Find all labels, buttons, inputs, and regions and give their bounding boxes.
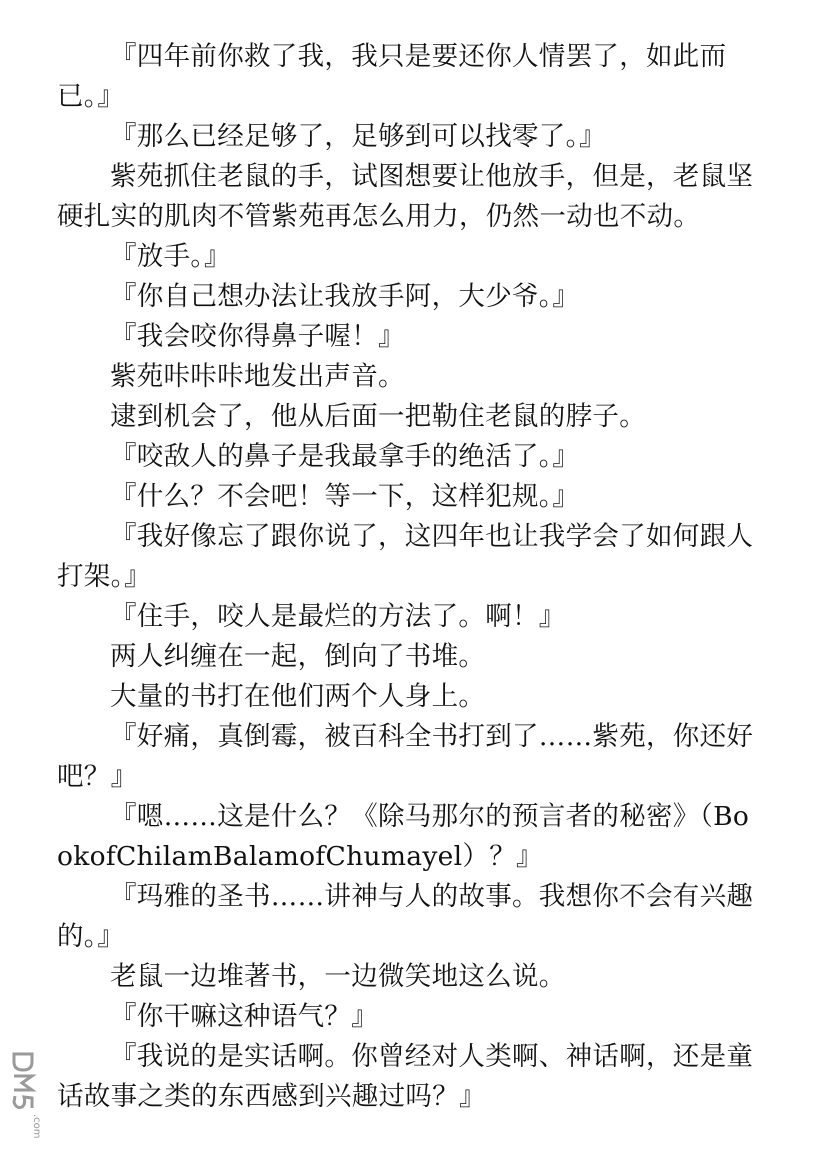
paragraph-8: 逮到机会了，他从后面一把勒住老鼠的脖子。 bbox=[110, 401, 646, 432]
paragraph-4: 『放手。』 bbox=[110, 241, 231, 272]
paragraph-7: 紫苑咔咔咔地发出声音。 bbox=[110, 361, 405, 392]
dm5-watermark-logo bbox=[8, 1050, 40, 1155]
paragraph-16: 『嗯……这是什么？《除马那尔的预言者的秘密》（BookofChilamBalamofChumayel）？』 bbox=[57, 801, 750, 872]
paragraph-1: 『四年前你救了我，我只是要还你人情罢了，如此而已。』 bbox=[57, 41, 727, 112]
dm5-logo-icon bbox=[8, 1050, 40, 1155]
paragraph-3: 紫苑抓住老鼠的手，试图想要让他放手，但是，老鼠坚硬扎实的肌肉不管紫苑再怎么用力，仍然一动也不动。 bbox=[57, 161, 754, 232]
paragraph-14: 大量的书打在他们两个人身上。 bbox=[110, 681, 486, 712]
paragraph-15: 『好痛，真倒霉，被百科全书打到了……紫苑，你还好吧？』 bbox=[57, 721, 754, 792]
paragraph-20: 『我说的是实话啊。你曾经对人类啊、神话啊，还是童话故事之类的东西感到兴趣过吗？』 bbox=[57, 1041, 754, 1112]
paragraph-10: 『什么？不会吧！等一下，这样犯规。』 bbox=[110, 481, 580, 512]
svg-text:.com: .com bbox=[31, 1114, 42, 1139]
paragraph-9: 『咬敌人的鼻子是我最拿手的绝活了。』 bbox=[110, 441, 580, 472]
paragraph-11: 『我好像忘了跟你说了，这四年也让我学会了如何跟人打架。』 bbox=[57, 521, 754, 592]
text-body bbox=[57, 37, 757, 1117]
paragraph-6: 『我会咬你得鼻子喔！』 bbox=[110, 321, 405, 352]
paragraph-12: 『住手，咬人是最烂的方法了。啊！』 bbox=[110, 601, 566, 632]
paragraph-18: 老鼠一边堆著书，一边微笑地这么说。 bbox=[110, 961, 566, 992]
paragraph-2: 『那么已经足够了，足够到可以找零了。』 bbox=[110, 121, 606, 152]
paragraph-5: 『你自己想办法让我放手阿，大少爷。』 bbox=[110, 281, 580, 312]
paragraph-19: 『你干嘛这种语气？』 bbox=[110, 1001, 378, 1032]
paragraph-17: 『玛雅的圣书……讲神与人的故事。我想你不会有兴趣的。』 bbox=[57, 881, 754, 952]
paragraph-13: 两人纠缠在一起，倒向了书堆。 bbox=[110, 641, 486, 672]
